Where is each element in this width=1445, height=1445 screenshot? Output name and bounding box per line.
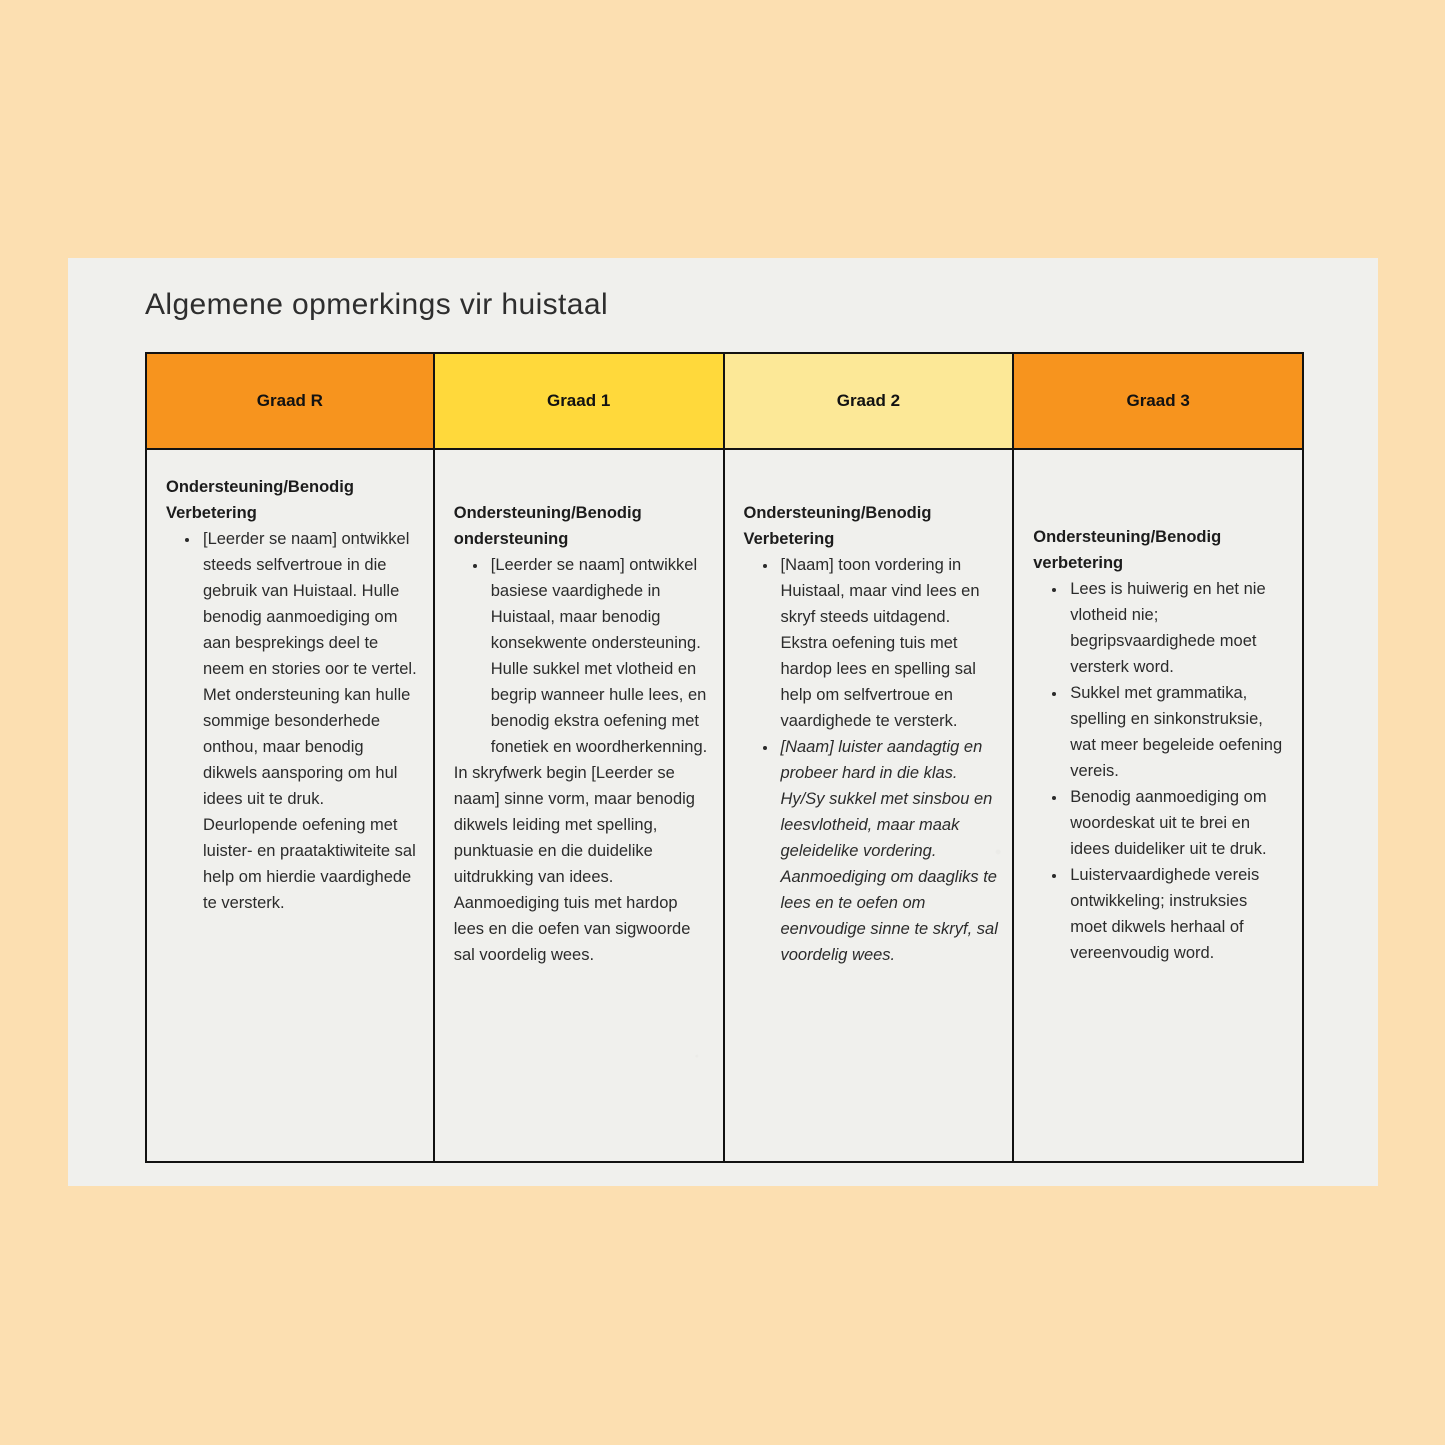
grade-body-cell	[723, 448, 1015, 1163]
grades-table	[145, 352, 1304, 1163]
cell-blocks	[744, 552, 999, 968]
cell-blocks	[1033, 576, 1288, 966]
bullet-item: • [Leerder se naam] ontwikkel steeds selfvertroue in die gebruik van Huistaal. Hulle benodig aanmoediging om aan besprekings deel te neem en stories oor te vertel. Met ondersteuning kan hulle sommige besonderhede onthou, maar benodig dikwels aansporing om hul idees uit te druk. Deurlopende oefening met luister- en praataktiwiteite sal help om hierdie vaardighede te versterk.	[200, 526, 419, 916]
grade-header-label: Graad 1	[546, 391, 611, 410]
cell-heading: Ondersteuning/Benodig ondersteuning	[453, 504, 642, 548]
bullet-list	[744, 552, 999, 968]
bullet-item: • [Naam] luister aandagtig en probeer hard in die klas. Hy/Sy sukkel met sinsbou en leesvlotheid, maar maak geleidelike vordering. Aanmoediging om daagliks te lees en te oefen om eenvoudige sinne te skryf, sal voordelig wees.	[778, 734, 999, 968]
bullet-list	[166, 526, 419, 916]
grade-body-cell	[145, 448, 435, 1163]
grade-column-graad-r	[145, 352, 435, 1163]
cell-heading: Ondersteuning/Benodig Verbetering	[743, 504, 932, 548]
grade-header-label: Graad 2	[836, 391, 901, 410]
cell-blocks	[454, 552, 709, 968]
bullet-item: • Benodig aanmoediging om woordeskat uit te brei en idees duideliker uit te druk.	[1067, 784, 1288, 862]
grade-header-label: Graad R	[256, 391, 323, 410]
page-title: Algemene opmerkings vir huistaal	[145, 288, 609, 321]
bullet-list	[454, 552, 709, 760]
bullet-item: • [Naam] toon vordering in Huistaal, maar vind lees en skryf steeds uitdagend. Ekstra oefening tuis met hardop lees en spelling sal help om selfvertroue en vaardighede te versterk.	[778, 552, 999, 734]
grade-column-graad-2	[725, 352, 1015, 1163]
paragraph: In skryfwerk begin [Leerder se naam] sinne vorm, maar benodig dikwels leiding met spelling, punktuasie en die duidelike uitdrukking van idees. Aanmoediging tuis met hardop lees en die oefen van sigwoorde sal voordelig wees.	[453, 764, 695, 964]
paper-card	[68, 258, 1378, 1186]
bullet-item: • Sukkel met grammatika, spelling en sinkonstruksie, wat meer begeleide oefening vereis.	[1067, 680, 1288, 784]
bullet-item: • Luistervaardighede vereis ontwikkeling; instruksies moet dikwels herhaal of vereenvoudig word.	[1067, 862, 1288, 966]
grade-column-graad-1	[435, 352, 725, 1163]
grade-header-cell	[145, 352, 435, 450]
bullet-item: • [Leerder se naam] ontwikkel basiese vaardighede in Huistaal, maar benodig konsekwente ondersteuning. Hulle sukkel met vlotheid en begrip wanneer hulle lees, en benodig ekstra oefening met fonetiek en woordherkenning.	[488, 552, 709, 760]
bullet-list	[1033, 576, 1288, 966]
bullet-item: • Lees is huiwerig en het nie vlotheid nie; begripsvaardighede moet versterk word.	[1067, 576, 1288, 680]
grade-header-cell	[723, 352, 1015, 450]
grade-header-cell	[1012, 352, 1304, 450]
grade-body-cell	[1012, 448, 1304, 1163]
grade-header-label: Graad 3	[1126, 391, 1190, 410]
grade-header-cell	[433, 352, 725, 450]
cell-heading: Ondersteuning/Benodig verbetering	[1033, 528, 1222, 572]
cell-heading: Ondersteuning/Benodig Verbetering	[166, 478, 354, 522]
grade-body-cell	[433, 448, 725, 1163]
grade-column-graad-3	[1014, 352, 1304, 1163]
cell-blocks	[166, 526, 419, 916]
